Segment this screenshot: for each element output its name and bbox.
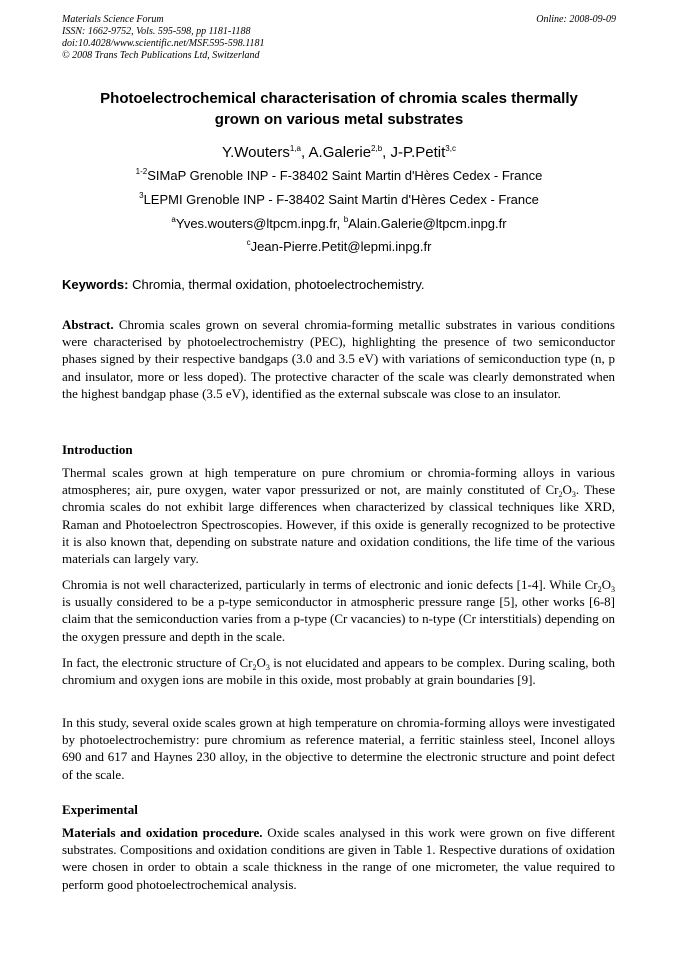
- journal-header: [62, 14, 265, 62]
- affiliation-marker: 1-2: [135, 167, 148, 176]
- intro-paragraph-1: [62, 464, 615, 567]
- formula-subscript: 3: [571, 490, 576, 500]
- formula-subscript: 2: [252, 663, 257, 672]
- author-affiliation-marker: 2,b: [371, 144, 383, 153]
- paragraph-text: In fact, the electronic structure of Cr: [62, 655, 253, 670]
- journal-doi: doi:10.4028/www.scientific.net/MSF.595-598.1181: [62, 38, 265, 49]
- affiliation-text: LEPMI Grenoble INP - F-38402 Saint Martin d'Hères Cedex - France: [143, 192, 539, 207]
- abstract-label: Abstract.: [62, 317, 114, 332]
- email-line-1: [62, 216, 616, 232]
- author-affiliation-marker: 1,a: [289, 144, 301, 153]
- email-marker: b: [343, 215, 349, 224]
- author-list: [62, 143, 616, 163]
- subsection-label: Materials and oxidation procedure.: [62, 825, 263, 840]
- email-address: Alain.Galerie@ltpcm.inpg.fr: [348, 216, 507, 231]
- email-address: Jean-Pierre.Petit@lepmi.inpg.fr: [250, 239, 432, 254]
- formula-subscript: 2: [597, 585, 602, 594]
- affiliation-text: SIMaP Grenoble INP - F-38402 Saint Martin d'Hères Cedex - France: [147, 168, 543, 183]
- keywords: [62, 277, 616, 293]
- paragraph-text: Oxide scales analysed in this work were grown on five different substrates. Compositions and oxidation conditions are given in Table 1. Respective durations of oxidation were chosen in order to obtain a scale thickness in the range of one micrometer, the value required to perform good photoelectrochemical analysis.: [62, 825, 616, 892]
- online-date: Online: 2008-09-09: [536, 14, 616, 25]
- email-address: Yves.wouters@ltpcm.inpg.fr: [175, 216, 337, 231]
- formula-element: O: [256, 655, 266, 670]
- formula-subscript: 3: [265, 663, 270, 672]
- paragraph-text: is not elucidated and appears to be complex. During scaling, both chromium and oxygen ions are mobile in this oxide, most probably at grain boundaries [9].: [62, 655, 616, 688]
- affiliation-2: [62, 192, 616, 208]
- formula-element: O: [601, 577, 611, 592]
- author-affiliation-marker: 3,c: [445, 144, 456, 153]
- author-name: A.Galerie: [308, 144, 372, 161]
- title-line-2: grown on various metal substrates: [214, 111, 464, 128]
- intro-paragraph-3: [62, 654, 615, 688]
- formula-element: O: [562, 482, 572, 498]
- keywords-label: Keywords:: [62, 277, 129, 292]
- paragraph-text: Chromia is not well characterized, particularly in terms of electronic and ionic defects [1-4]. While Cr: [62, 577, 598, 592]
- paragraph-text: is usually considered to be a p-type semiconductor in atmospheric pressure range [5], other works [6-8] claim that the semiconduction varies from a p-type (Cr vacancies) to n-type (Cr interstitials) depending on the oxygen pressure and depth in the scale.: [62, 594, 615, 644]
- email-marker: a: [171, 215, 176, 224]
- affiliation-marker: 3: [139, 191, 144, 200]
- author-name: J-P.Petit: [390, 144, 446, 161]
- formula-subscript: 2: [558, 490, 563, 500]
- email-line-2: [62, 239, 616, 255]
- author-separator: ,: [382, 144, 391, 161]
- experimental-heading: Experimental: [62, 802, 138, 817]
- abstract-paragraph: [62, 316, 615, 402]
- intro-paragraph-4: In this study, several oxide scales grown at high temperature on chromia-forming alloys were investigated by photoelectrochemistry: pure chromium as reference material, a ferritic stainless steel, Inconel alloys 690 and 617 and Haynes 230 alloy, in the objective to determine the electronic structure and point defect of the scale.: [62, 715, 615, 782]
- affiliation-1: [62, 168, 616, 184]
- intro-paragraph-2: [62, 576, 615, 645]
- author-name: Y.Wouters: [222, 144, 290, 161]
- journal-name: Materials Science Forum: [62, 14, 164, 25]
- keywords-text: Chromia, thermal oxidation, photoelectrochemistry.: [128, 277, 425, 292]
- paragraph-text: . These chromia scales do not exhibit large differences when characterized by classical techniques like XRD, Raman and Photoelectron Spectroscopies. However, if this oxide is generally recognized to be protective it is also known that, depending on substrate nature and oxidation conditions, the life time of the various materials can largely vary.: [62, 482, 615, 567]
- email-marker: c: [246, 238, 251, 247]
- formula-subscript: 3: [611, 585, 615, 594]
- experimental-paragraph-1: [62, 824, 615, 893]
- introduction-heading: Introduction: [62, 442, 133, 457]
- email-separator: ,: [336, 216, 344, 231]
- abstract-text: Chromia scales grown on several chromia-forming metallic substrates in various conditions were characterised by photoelectrochemistry (PEC), highlighting the presence of two semiconductor phases signed by their respective bandgaps (3.0 and 3.5 eV) with variations of semiconduction type (n, p and insulator, more or less doped). The protective character of the scale was clearly demonstrated when the highest bandgap phase (3.5 eV), identified as the external subscale was close to an insulator.: [62, 317, 615, 401]
- paper-title: [62, 88, 616, 130]
- paragraph-text: Thermal scales grown at high temperature on pure chromium or chromia-forming alloys in various atmospheres; air, pure oxygen, water vapor pressurized or not, are mainly constituted of Cr: [62, 465, 615, 498]
- journal-copyright: © 2008 Trans Tech Publications Ltd, Switzerland: [62, 50, 260, 61]
- journal-issn: ISSN: 1662-9752, Vols. 595-598, pp 1181-1188: [62, 26, 251, 37]
- author-separator: ,: [301, 144, 309, 161]
- title-line-1: Photoelectrochemical characterisation of chromia scales thermally: [100, 90, 578, 107]
